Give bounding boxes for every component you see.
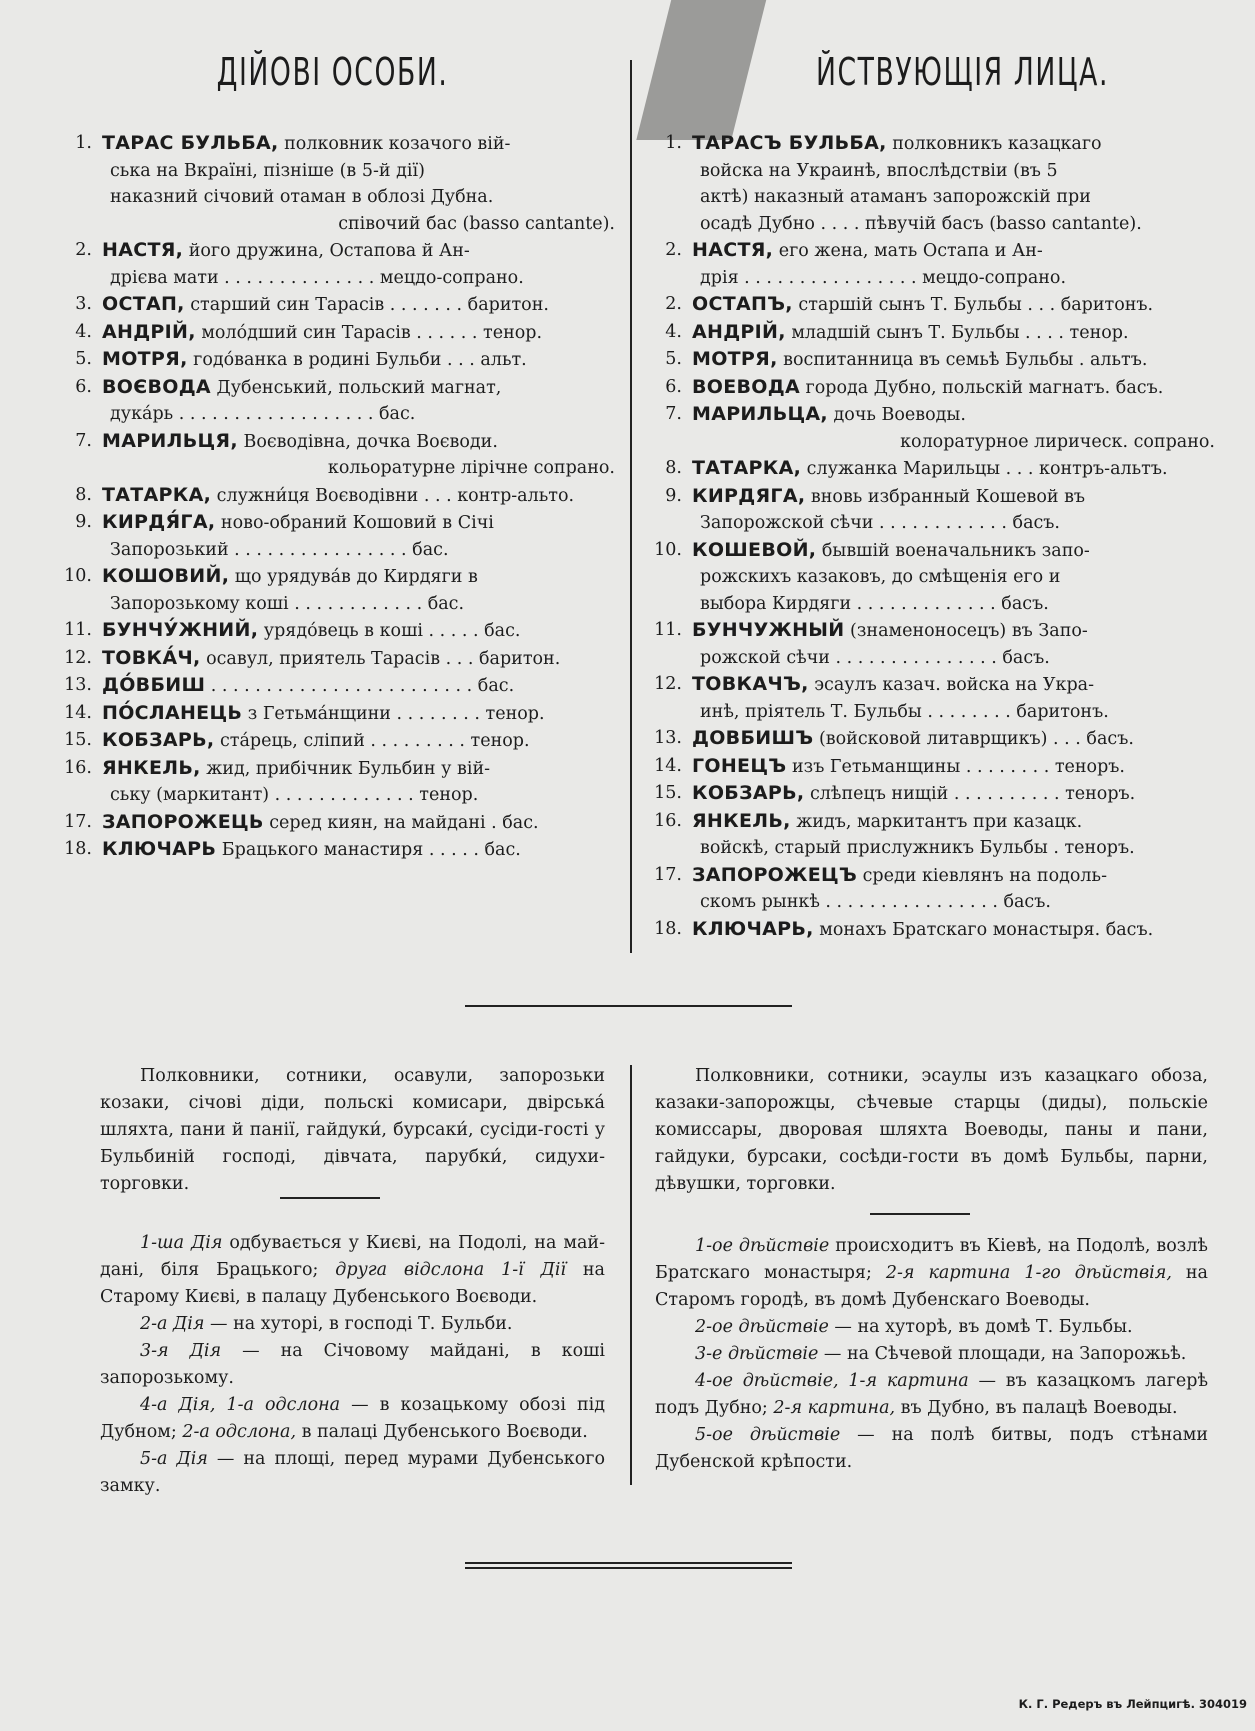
role-item [60,645,615,673]
role-line: наказний січовий отаман в облозі Дубна. [110,187,494,207]
act-sublabel: 2-я картина 1-го дѣйствія, [885,1263,1172,1283]
role-number: 15. [64,730,92,750]
role-line: АНДРІЙ, молóдший син Тарасів . . . . . . тенор. [102,320,543,343]
role-item [650,537,1215,618]
act-label: 1-ша Дія [140,1233,223,1253]
act-label: 1-ое дѣйствіе [695,1236,830,1256]
role-name: НАСТЯ, [102,239,184,261]
role-item [650,130,1215,237]
role-item [650,862,1215,916]
role-line: скомъ рынкѣ . . . . . . . . . . . . . . . . басъ. [700,892,1051,912]
role-number: 17. [654,864,682,885]
role-number: 14. [64,702,92,723]
role-name: МАРИЛЬЦЯ, [102,429,238,452]
role-number: 3. [75,294,92,314]
role-line: ську (маркитант) . . . . . . . . . . . . . тенор. [110,785,479,805]
role-name: КИРДЯГА, [692,484,806,507]
role-line: ГОНЕЦЪ изъ Гетьманщины . . . . . . . . теноръ. [692,754,1125,777]
role-name: КОБЗАРЬ, [102,729,215,751]
act-label: 4-а Дія, 1-а одслона [140,1395,341,1415]
role-name: ВОЄВОДА [102,375,211,398]
role-line: НАСТЯ, его жена, мать Остапа и Ан- [692,239,1043,261]
role-number: 8. [665,458,682,478]
horizontal-divider-middle [465,1005,792,1007]
role-item [650,237,1215,291]
role-number: 18. [654,918,682,939]
role-number: 18. [64,839,92,859]
role-item [650,916,1215,944]
role-number: 16. [654,810,682,831]
act-label: 3-е дѣйствіе [695,1344,819,1364]
role-item [60,237,615,291]
role-name: КЛЮЧАРЬ, [692,917,814,940]
role-number: 6. [75,376,92,397]
role-item [650,455,1215,483]
right-ensemble-text: Полковники, сотники, эсаулы изъ казацкаго обоза, казаки-запорожцы, сѣчевые старцы (диды), польскіе комиссары, дворовая шляхта Воеводы, паны и пани, гайдуки, бурсаки, сосѣди-гости въ домѣ Бульбы, парни, дѣвушки, торговки. [655,1066,1208,1194]
left-acts [100,1230,605,1500]
role-number: 14. [654,755,682,776]
role-line: ТАТАРКА, служанка Марильцы . . . контръ-альтъ. [692,457,1168,479]
role-line: войска на Украинѣ, впослѣдствіи (въ 5 [700,160,1058,181]
role-line: ПО́СЛАНЕЦЬ з Гетьма́нщини . . . . . . . . тенор. [102,701,545,724]
role-line: КИРДЯГА, вновь избранный Кошевой въ [692,484,1086,507]
horizontal-divider-bottom-2 [465,1567,792,1569]
role-line: войскѣ, старый прислужникъ Бульбы . теноръ. [700,838,1135,858]
role-name: КОШЕВОЙ, [692,538,817,561]
role-number: 6. [665,376,682,397]
role-name: КОШОВИЙ, [102,565,230,587]
role-number: 12. [654,674,682,694]
role-item [650,374,1215,402]
horizontal-divider-bottom-1 [465,1562,792,1564]
role-item [650,401,1215,455]
role-name: ДОВБИШЪ [692,727,814,749]
role-name: ТАРАС БУЛЬБА, [102,132,279,154]
role-number: 10. [64,566,92,586]
role-item [60,130,615,237]
role-line: ВОЕВОДА города Дубно, польскій магнатъ. басъ. [692,375,1164,398]
role-line: АНДРІЙ, младшій сынъ Т. Бульбы . . . . тенор. [692,320,1129,343]
role-line: колоратурное лирическ. сопрано. [900,431,1215,452]
role-name: ГОНЕЦЪ [692,754,787,777]
role-line: МАРИЛЬЦА, дочь Воеводы. [692,403,966,425]
role-number: 4. [75,321,92,342]
role-line: ТАТАРКА, служни́ця Воєводівни . . . контр-альто. [102,483,575,506]
act-sublabel: друга відслона 1-ї Дії [335,1260,567,1280]
role-line: рожской сѣчи . . . . . . . . . . . . . . . басъ. [700,647,1050,668]
role-line: МАРИЛЬЦЯ, Воєводівна, дочка Воєводи. [102,429,498,452]
role-number: 5. [665,349,682,369]
act-label: 5-ое дѣйствіе [695,1425,841,1445]
role-line: ська на Вкраїні, пізніше (в 5-й дії) [110,160,425,181]
role-line: ОСТАП, старший син Тарасів . . . . . . . баритон. [102,293,549,315]
role-name: МОТРЯ, [102,348,188,370]
role-number: 11. [654,620,682,640]
act-label: 5-а Дія [140,1449,208,1469]
act-sublabel: 2-а одслона, [182,1422,297,1442]
role-name: ПО́СЛАНЕЦЬ [102,701,243,724]
role-number: 12. [64,647,92,668]
role-line: КЛЮЧАРЬ, монахъ Братскаго монастыря. басъ. [692,917,1154,940]
role-name: НАСТЯ, [692,239,774,261]
role-line: співочий бас (basso cantante). [338,213,615,234]
role-line: КОБЗАРЬ, слѣпецъ нищій . . . . . . . . . . теноръ. [692,782,1136,804]
role-name: ТАТАРКА, [102,483,212,506]
role-line: БУНЧУЖНЫЙ (знаменоносецъ) въ Запо- [692,619,1088,641]
role-number: 2. [665,294,682,314]
role-line: осадѣ Дубно . . . . пѣвучій басъ (basso cantante). [700,213,1142,234]
role-line: ОСТАПЪ, старшій сынъ Т. Бульбы . . . баритонъ. [692,293,1154,315]
role-number: 9. [75,512,92,532]
role-name: АНДРІЙ, [102,320,196,343]
role-name: АНДРІЙ, [692,320,786,343]
role-line: рожскихъ казаковъ, до смѣщенія его и [700,567,1061,587]
role-number: 15. [654,783,682,803]
role-number: 1. [75,133,92,153]
role-item [650,725,1215,753]
role-line: дрія . . . . . . . . . . . . . . . . мецдо-сопрано. [700,267,1067,288]
role-line: ЯНКЕЛЬ, жид, прибічник Бульбин у вій- [102,756,491,779]
role-line: дрієва мати . . . . . . . . . . . . . . мецдо-сопрано. [110,267,524,288]
role-line: ТОВКАЧЪ, эсаулъ казач. войска на Укра- [692,673,1094,695]
role-number: 5. [75,349,92,369]
role-item [60,319,615,347]
left-heading: ДІЙОВІ ОСОБИ. [216,50,449,94]
role-item [650,780,1215,808]
role-line: ВОЄВОДА Дубенський, польский магнат, [102,375,502,398]
role-item [60,509,615,563]
role-item [650,808,1215,862]
role-number: 10. [654,539,682,560]
role-item [60,563,615,617]
left-ensemble-text: Полковники, сотники, осавули, запорозьки козаки, січові діди, польскі комисари, двірська́ шляхта, пани й панії, гайдуки́, бурсаки́, сусіди-гості у Бульбиній господі, дівчата, парубки́, сидухи-торговки. [100,1066,605,1194]
act-description: 4-а Дія, 1-а одслона — в козацькому обозі під Дубном; 2-а одслона, в палаці Дубенського Воєводи. [100,1395,605,1442]
right-ensemble [655,1063,1208,1198]
role-name: ТОВКАЧЪ, [692,673,809,695]
role-line: НАСТЯ, його дружина, Остапова й Ан- [102,239,470,261]
role-line: дукáрь . . . . . . . . . . . . . . . . . . бас. [110,404,416,424]
role-item [60,346,615,374]
role-name: КЛЮЧАРЬ [102,838,217,860]
right-acts [655,1233,1208,1476]
role-line: ДОВБИШЪ (войсковой литаврщикъ) . . . басъ. [692,727,1134,749]
act-label: 4-ое дѣйствіе, 1-я картина [695,1371,969,1391]
role-number: 8. [75,484,92,505]
left-ensemble [100,1063,605,1198]
role-line: КОШОВИЙ, що урядувáв до Кирдяги в [102,565,478,587]
role-item [650,617,1215,671]
role-line: КОБЗАРЬ, стáрець, сліпий . . . . . . . . . тенор. [102,729,530,751]
role-name: ТАРАСЪ БУЛЬБА, [692,132,887,154]
act-description: 3-я Дія — на Січовому майдані, в коші запорозькому. [100,1341,606,1388]
role-line: МОТРЯ, воспитанница въ семьѣ Бульбы . альтъ. [692,348,1148,370]
role-name: ЯНКЕЛЬ, [102,756,201,779]
role-number: 16. [64,757,92,778]
role-item [60,809,615,837]
role-item [650,346,1215,374]
role-item [650,753,1215,781]
role-item [60,672,615,700]
role-name: КОБЗАРЬ, [692,782,805,804]
role-line: ТАРАСЪ БУЛЬБА, полковникъ казацкаго [692,132,1102,154]
act-label: 3-я Дія [140,1341,222,1361]
role-name: КИРДЯ́ГА, [102,511,216,533]
role-line: кольоратурне лірічне сопрано. [327,458,615,478]
role-line: КИРДЯ́ГА, ново-обраний Кошовий в Січі [102,511,494,533]
role-item [60,482,615,510]
act-description: 2-ое дѣйствіе — на хуторѣ, въ домѣ Т. Бульбы. [695,1317,1133,1337]
role-item [650,671,1215,725]
role-number: 1. [665,133,682,153]
vertical-divider-bottom [630,1065,632,1485]
role-name: ОСТАП, [102,293,185,315]
left-roles-list [60,130,615,864]
role-name: ОСТАПЪ, [692,293,793,315]
role-name: ТОВКА́Ч, [102,646,201,669]
role-name: ВОЕВОДА [692,375,800,398]
role-number: 13. [654,728,682,748]
act-description: 5-ое дѣйствіе — на полѣ битвы, подъ стѣнами Дубенской крѣпости. [655,1425,1209,1472]
role-line: актѣ) наказный атаманъ запорожскій при [700,187,1091,207]
role-line: ТАРАС БУЛЬБА, полковник козачого вій- [102,132,511,154]
role-item [650,483,1215,537]
role-item [60,700,615,728]
role-name: БУНЧУЖНЫЙ [692,619,845,641]
role-line: Запорозькому коші . . . . . . . . . . . . бас. [110,593,465,614]
role-line: БУНЧУ́ЖНИЙ, урядóвець в коші . . . . . бас. [102,619,521,641]
role-item [60,428,615,482]
role-line: ДО́ВБИШ . . . . . . . . . . . . . . . . . . . . . . . . бас. [102,674,515,696]
role-number: 9. [665,485,682,506]
right-ensemble-rule [870,1213,970,1215]
role-line: выбора Кирдяги . . . . . . . . . . . . . басъ. [700,593,1049,614]
role-line: ЗАПОРОЖЕЦЪ среди кіевлянъ на подоль- [692,863,1107,886]
role-number: 2. [75,240,92,260]
act-sublabel: 2-я картина, [773,1398,896,1418]
role-line: ЗАПОРОЖЕЦЬ серед киян, на майдані . бас. [102,810,539,833]
role-name: ЯНКЕЛЬ, [692,809,791,832]
act-label: 2-а Дія [140,1314,205,1334]
role-item [650,319,1215,347]
role-number: 2. [665,240,682,260]
role-item [60,291,615,319]
role-item [60,836,615,864]
role-number: 11. [64,620,92,640]
act-label: 2-ое дѣйствіе [695,1317,829,1337]
act-description: 5-а Дія — на площі, перед мурами Дубенського замку. [100,1449,605,1496]
act-description: 2-а Дія — на хуторі, в господі Т. Бульби. [140,1314,513,1334]
role-line: Запорозький . . . . . . . . . . . . . . . . бас. [110,539,449,560]
role-item [650,291,1215,319]
role-number: 7. [665,404,682,424]
role-name: ТАТАРКА, [692,457,802,479]
role-name: ДО́ВБИШ [102,674,206,696]
right-column [650,50,1215,94]
role-name: ЗАПОРОЖЕЦЪ [692,863,858,886]
role-item [60,617,615,645]
role-line: КЛЮЧАРЬ Брацького манастиря . . . . . бас. [102,838,521,860]
role-line: МОТРЯ, годóванка в родині Бульби . . . альт. [102,348,527,370]
role-number: 4. [665,321,682,342]
role-item [60,374,615,428]
printer-imprint: К. Г. Редеръ въ Лейпцигѣ. 304019 [1018,1697,1247,1711]
role-item [60,755,615,809]
role-line: ЯНКЕЛЬ, жидъ, маркитантъ при казацк. [692,809,1083,832]
act-description: 1-ое дѣйствіе происходитъ въ Кіевѣ, на Подолѣ, возлѣ Братскаго монастыря; 2-я картина 1-го дѣйствія, на Старомъ городѣ, въ домѣ Дубенскаго Воеводы. [655,1236,1208,1310]
role-name: ЗАПОРОЖЕЦЬ [102,810,264,833]
role-line: КОШЕВОЙ, бывшій военачальникъ запо- [692,538,1090,561]
role-line: инѣ, пріятель Т. Бульбы . . . . . . . . баритонъ. [700,701,1109,722]
role-line: ТОВКА́Ч, осавул, приятель Тарасів . . . баритон. [102,646,561,669]
right-roles-list [650,130,1215,943]
role-name: МОТРЯ, [692,348,778,370]
role-number: 7. [75,430,92,451]
role-line: Запорожской сѣчи . . . . . . . . . . . . басъ. [700,513,1060,533]
vertical-divider-top [630,60,632,953]
act-description: 3-е дѣйствіе — на Сѣчевой площади, на Запорожьѣ. [695,1344,1187,1364]
role-number: 17. [64,811,92,832]
role-item [60,727,615,755]
right-heading: ЙСТВУЮЩІЯ ЛИЦА. [815,50,1110,94]
left-column [60,50,615,94]
act-description: 1-ша Дія одбувається у Києві, на Подолі, на май-дані, біля Брацького; друга відслона 1-ї Дії на Старому Києві, в палацу Дубенського Воєводи. [100,1233,605,1307]
role-name: БУНЧУ́ЖНИЙ, [102,619,259,641]
role-number: 13. [64,675,92,695]
act-description: 4-ое дѣйствіе, 1-я картина — въ казацкомъ лагерѣ подъ Дубно; 2-я картина, въ Дубно, въ палацѣ Воеводы. [655,1371,1208,1418]
role-name: МАРИЛЬЦА, [692,403,828,425]
